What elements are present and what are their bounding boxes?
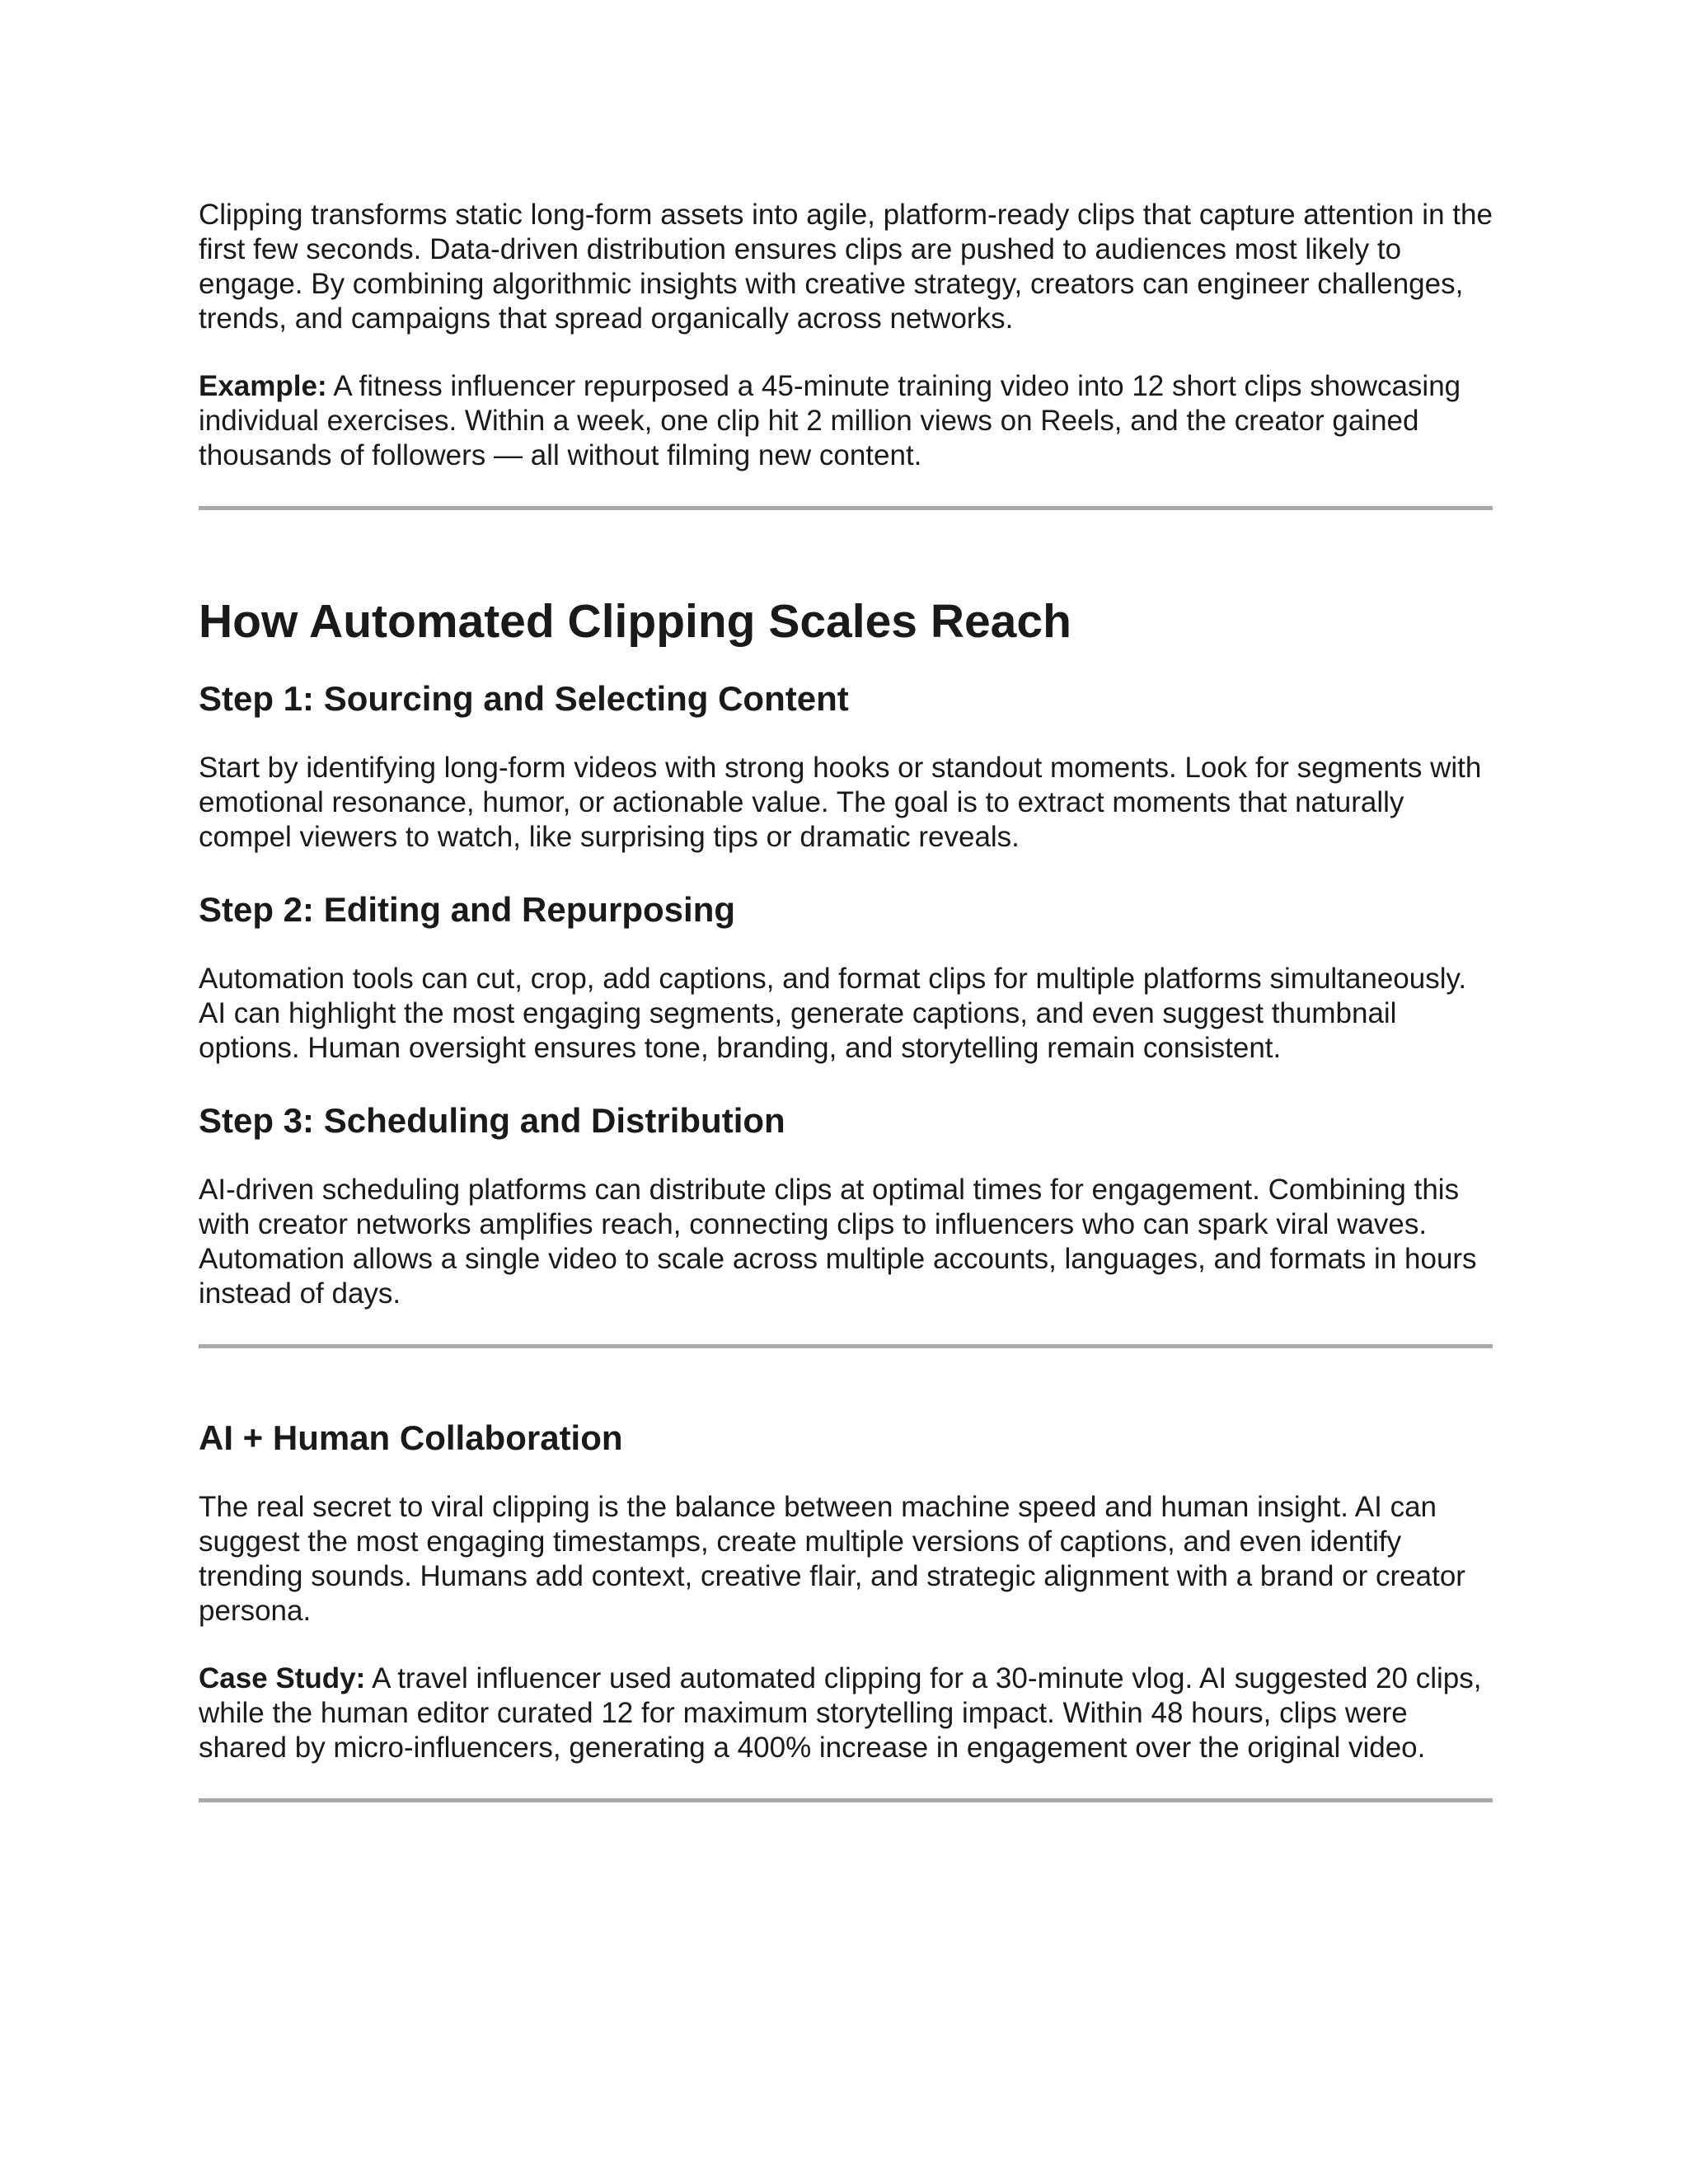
section-divider-2 [199, 1344, 1493, 1348]
step-2-text: Automation tools can cut, crop, add captions, and format clips for multiple platforms simultaneously. AI can highlight the most engaging segments, generate captions, and even suggest thumbnail options. Human oversight ensures tone, branding, and storytelling remain consistent. [199, 963, 1467, 1064]
step-1-text: Start by identifying long-form videos with strong hooks or standout moments. Look for segments with emotional resonance, humor, or actionable value. The goal is to extract moments that naturally compel viewers to watch, like surprising tips or dramatic reveals. [199, 752, 1482, 853]
section-divider-1 [199, 506, 1493, 510]
document-page [199, 198, 1493, 1802]
step-2-heading: Step 2: Editing and Repurposing [199, 890, 735, 929]
collab-paragraph: The real secret to viral clipping is the balance between machine speed and human insight. AI can suggest the most engaging timestamps, create multiple versions of captions, and even identify trending sounds. Humans add context, creative flair, and strategic alignment with a brand or creator persona. [199, 1491, 1465, 1627]
step-3-text: AI-driven scheduling platforms can distribute clips at optimal times for engagement. Combining this with creator networks amplifies reach, connecting clips to influencers who can spark viral waves. Automation allows a single video to scale across multiple accounts, languages, and formats in hours instead of days. [199, 1174, 1477, 1310]
case-study-paragraph [199, 1661, 1493, 1765]
step-3-heading: Step 3: Scheduling and Distribution [199, 1101, 785, 1140]
intro-paragraph: Clipping transforms static long-form assets into agile, platform-ready clips that capture attention in the first few seconds. Data-driven distribution ensures clips are pushed to audiences most likely to engage. By combining algorithmic insights with creative strategy, creators can engineer challenges, trends, and campaigns that spread organically across networks. [199, 199, 1493, 335]
section-title-scale: How Automated Clipping Scales Reach [199, 595, 1071, 648]
case-study-text: A travel influencer used automated clipping for a 30-minute vlog. AI suggested 20 clips, while the human editor curated 12 for maximum storytelling impact. Within 48 hours, clips were shared by micro-influencers, generating a 400% increase in engagement over the original video. [199, 1662, 1482, 1764]
example-label: Example: [199, 370, 327, 402]
example-text: A fitness influencer repurposed a 45-minute training video into 12 short clips showcasing individual exercises. Within a week, one clip hit 2 million views on Reels, and the creator gained thousands of followers — all without filming new content. [199, 370, 1461, 471]
section-divider-3 [199, 1798, 1493, 1802]
case-study-label: Case Study: [199, 1662, 366, 1694]
section-title-collab: AI + Human Collaboration [199, 1418, 623, 1457]
step-1-heading: Step 1: Sourcing and Selecting Content [199, 679, 849, 718]
example-paragraph [199, 369, 1493, 473]
